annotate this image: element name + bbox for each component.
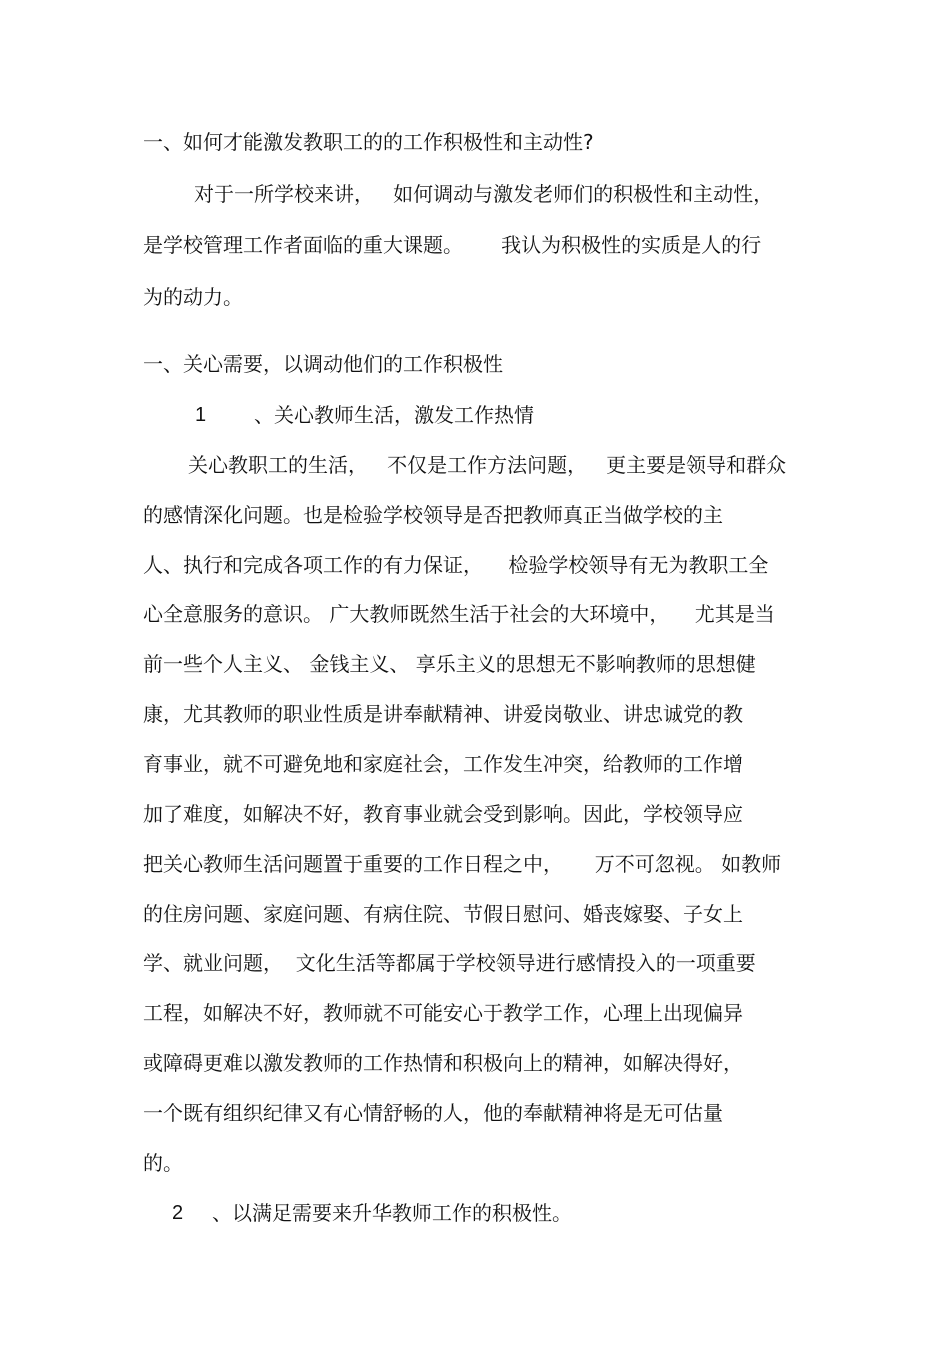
body-line-6: 康，尤其教师的职业性质是讲奉献精神、讲爱岗敬业、讲忠诚党的教: [143, 702, 743, 726]
body-line-12: 工程，如解决不好，教师就不可能安心于教学工作，心理上出现偏异: [143, 1001, 743, 1025]
body-line-4: 心全意服务的意识。 广大教师既然生活于社会的大环境中， 尤其是当: [143, 602, 775, 626]
body-line-5: 前一些个人主义、 金钱主义、 享乐主义的思想无不影响教师的思想健: [143, 652, 756, 676]
intro-line-1: 对于一所学校来讲， 如何调动与激发老师们的积极性和主动性，: [194, 182, 774, 206]
intro-line-2: 是学校管理工作者面临的重大课题。 我认为积极性的实质是人的行: [143, 233, 762, 257]
item-1-number: 1: [195, 404, 207, 426]
body-line-3: 人、执行和完成各项工作的有力保证， 检验学校领导有无为教职工全: [143, 553, 769, 577]
body-line-11: 学、就业问题， 文化生活等都属于学校领导进行感情投入的一项重要: [143, 951, 756, 975]
body-line-7: 育事业，就不可避免地和家庭社会，工作发生冲突，给教师的工作增: [143, 752, 743, 776]
item-2-title: 、以满足需要来升华教师工作的积极性。: [212, 1201, 572, 1225]
body-line-15: 的。: [143, 1151, 183, 1175]
section-title: 一、关心需要，以调动他们的工作积极性: [143, 352, 503, 376]
body-line-2: 的感情深化问题。也是检验学校领导是否把教师真正当做学校的主: [143, 503, 723, 527]
body-line-9: 把关心教师生活问题置于重要的工作日程之中， 万不可忽视。 如教师: [143, 852, 782, 876]
body-line-10: 的住房问题、家庭问题、有病住院、节假日慰问、婚丧嫁娶、子女上: [143, 902, 743, 926]
body-line-14: 一个既有组织纪律又有心情舒畅的人，他的奉献精神将是无可估量: [143, 1101, 723, 1125]
item-2-number: 2: [172, 1202, 184, 1224]
intro-line-3: 为的动力。: [143, 285, 243, 309]
page-heading: 一、如何才能激发教职工的的工作积极性和主动性?: [143, 130, 594, 154]
body-line-1: 关心教职工的生活， 不仅是工作方法问题， 更主要是领导和群众: [188, 453, 787, 477]
body-line-13: 或障碍更难以激发教师的工作热情和积极向上的精神，如解决得好，: [143, 1051, 743, 1075]
item-1-title: 、关心教师生活，激发工作热情: [254, 403, 534, 427]
body-line-8: 加了难度，如解决不好，教育事业就会受到影响。因此，学校领导应: [143, 802, 743, 826]
